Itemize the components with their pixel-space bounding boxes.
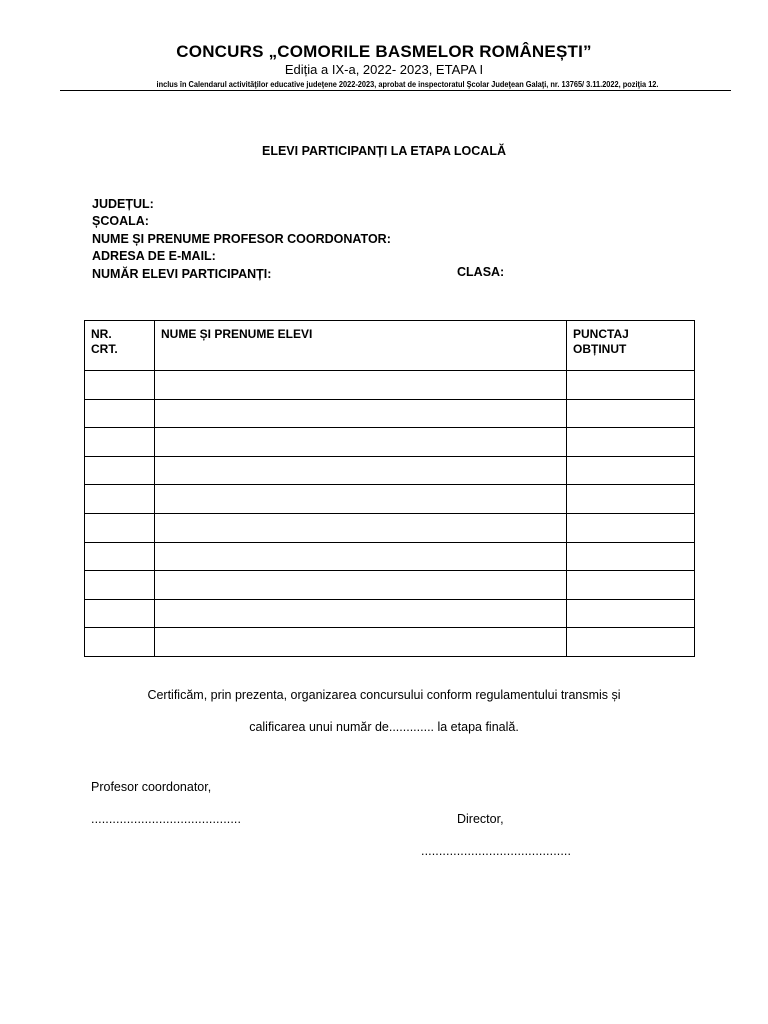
table-body [85, 371, 695, 657]
table-header-row [85, 321, 695, 371]
contest-title: CONCURS „COMORILE BASMELOR ROMÂNEȘTI” [176, 42, 592, 61]
cell-punctaj [567, 571, 695, 600]
calendar-note: inclus în Calendarul activităţilor educative judeţene 2022-2023, aprobat de inspectoratul Şcolar Judeţean Galaţi, nr. 13765/ 3.11.2022, poziţia 12. [156, 79, 659, 89]
judet-label: JUDEȚUL: [92, 197, 154, 211]
cell-punctaj [567, 485, 695, 514]
table-row [85, 628, 695, 657]
scoala-label: ȘCOALA: [92, 214, 149, 229]
cell-nr-crt [85, 485, 155, 514]
certification-line-2: calificarea unui număr de............. la etapa finală. [249, 720, 519, 734]
header-divider [60, 90, 731, 91]
cell-punctaj [567, 399, 695, 428]
cell-nume-elev [155, 571, 567, 600]
header-nr-crt [85, 321, 155, 371]
email-label: ADRESA DE E-MAIL: [92, 249, 216, 264]
cell-nr-crt [85, 542, 155, 571]
header-punctaj-line2: OBȚINUT [573, 342, 627, 356]
table-row [85, 399, 695, 428]
cell-nume-elev [155, 428, 567, 457]
table-row [85, 571, 695, 600]
cell-nr-crt [85, 571, 155, 600]
edition-line: Ediția a IX-a, 2022- 2023, ETAPA I [284, 62, 484, 77]
cell-nume-elev [155, 485, 567, 514]
header-punctaj [567, 321, 695, 371]
section-title: ELEVI PARTICIPANȚI LA ETAPA LOCALĂ [262, 144, 506, 158]
cell-nume-elev [155, 456, 567, 485]
cell-nume-elev [155, 599, 567, 628]
director-signature-line: .......................................... [421, 844, 572, 858]
cell-nr-crt [85, 371, 155, 400]
table-row [85, 513, 695, 542]
table-row [85, 542, 695, 571]
clasa-label: CLASA: [457, 265, 505, 279]
cell-punctaj [567, 456, 695, 485]
table-row [85, 599, 695, 628]
cell-nume-elev [155, 513, 567, 542]
certification-line-1: Certificăm, prin prezenta, organizarea concursului conform regulamentului transmis și [147, 688, 621, 702]
cell-punctaj [567, 428, 695, 457]
table-row [85, 428, 695, 457]
cell-nume-elev [155, 628, 567, 657]
table-row [85, 485, 695, 514]
cell-nume-elev [155, 399, 567, 428]
cell-nr-crt [85, 628, 155, 657]
director-signature-label: Director, [457, 812, 504, 826]
profesor-label: NUME ȘI PRENUME PROFESOR COORDONATOR: [92, 231, 391, 246]
numar-elevi-label: NUMĂR ELEVI PARTICIPANȚI: [92, 266, 272, 281]
participants-table [84, 320, 695, 657]
header-nr-line1: NR. [91, 327, 112, 341]
profesor-signature-line: .......................................... [91, 812, 242, 826]
cell-nr-crt [85, 513, 155, 542]
cell-punctaj [567, 628, 695, 657]
cell-punctaj [567, 371, 695, 400]
table-row [85, 371, 695, 400]
cell-nume-elev [155, 542, 567, 571]
cell-nume-elev [155, 371, 567, 400]
header-nr-line2: CRT. [91, 342, 118, 356]
cell-punctaj [567, 513, 695, 542]
cell-nr-crt [85, 456, 155, 485]
cell-punctaj [567, 599, 695, 628]
info-block [92, 196, 391, 283]
cell-nr-crt [85, 599, 155, 628]
table-row [85, 456, 695, 485]
cell-nr-crt [85, 428, 155, 457]
profesor-signature-label: Profesor coordonator, [91, 780, 212, 794]
cell-punctaj [567, 542, 695, 571]
cell-nr-crt [85, 399, 155, 428]
header-nume: NUME ȘI PRENUME ELEVI [155, 321, 567, 371]
header-punctaj-line1: PUNCTAJ [573, 327, 629, 341]
